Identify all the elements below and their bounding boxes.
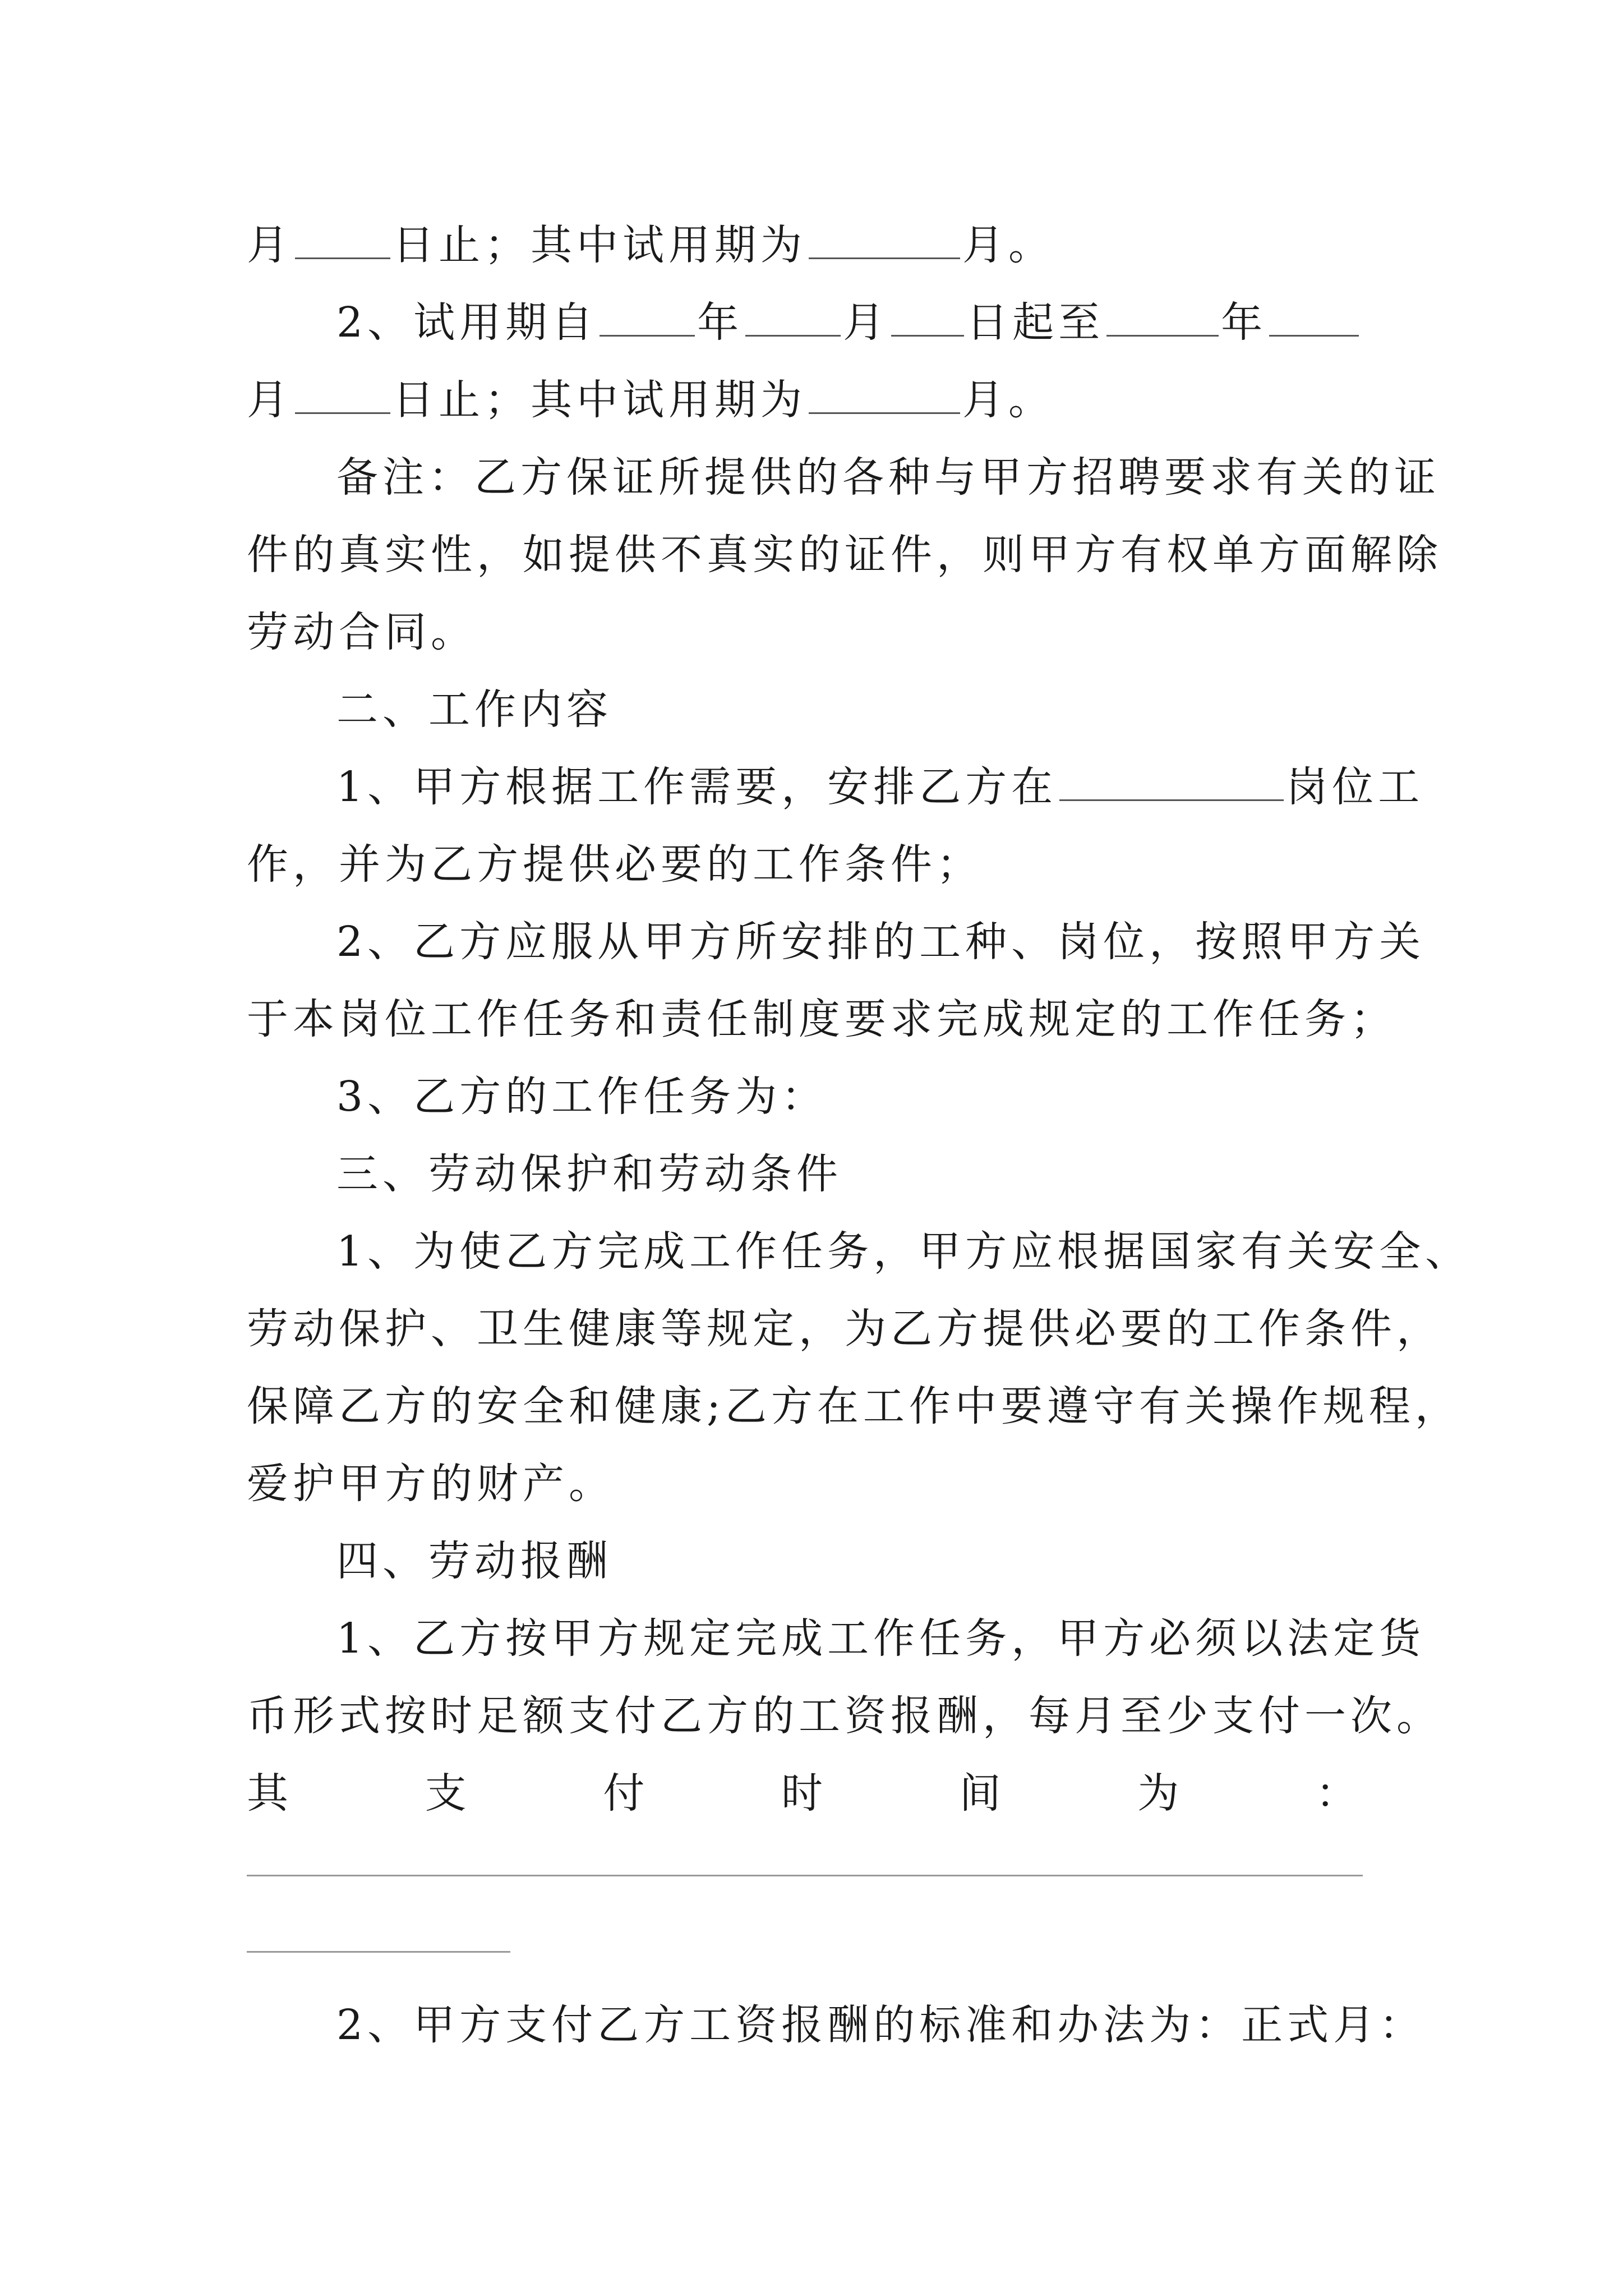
remuneration-item-2: 2、甲方支付乙方工资报酬的标准和办法为：正式月： — [336, 2001, 1426, 2049]
spread-char: 时 — [781, 1769, 823, 1818]
spread-char: 付 — [603, 1769, 645, 1818]
text-segment: 年 — [1221, 298, 1267, 347]
text-segment: 月。 — [962, 221, 1054, 269]
blank-rule-short — [247, 1951, 510, 1953]
trial-end-line-2 — [247, 364, 1391, 436]
spread-char: 支 — [425, 1769, 467, 1818]
blank-field — [600, 293, 695, 337]
spread-char: 为 — [1137, 1769, 1179, 1818]
remark-line-1: 备注：乙方保证所提供的各种与甲方招聘要求有关的证 — [336, 453, 1440, 501]
section-heading-remuneration: 四、劳动报酬 — [336, 1537, 612, 1585]
text-segment: 日起至 — [966, 298, 1105, 347]
remark-line-3: 劳动合同。 — [247, 608, 477, 656]
labor-protection-item-1-cont-2: 保障乙方的安全和健康;乙方在工作中要遵守有关操作规程， — [247, 1382, 1461, 1430]
labor-protection-item-1-cont-1: 劳动保护、卫生健康等规定，为乙方提供必要的工作条件， — [247, 1305, 1442, 1353]
blank-field — [809, 216, 960, 259]
blank-field — [809, 371, 960, 414]
spread-char: ： — [1315, 1769, 1357, 1818]
text-segment: 岗位工 — [1286, 763, 1424, 811]
spread-char: 间 — [959, 1769, 1001, 1818]
text-segment: 2、试用期自 — [336, 298, 598, 347]
remark-line-2: 件的真实性，如提供不真实的证件，则甲方有权单方面解除 — [247, 531, 1442, 579]
section-heading-work-content: 二、工作内容 — [336, 685, 612, 734]
blank-field — [1106, 293, 1219, 337]
remuneration-item-1-cont: 币形式按时足额支付乙方的工资报酬，每月至少支付一次。 — [247, 1692, 1442, 1740]
work-content-item-3: 3、乙方的工作任务为： — [336, 1073, 828, 1121]
blank-field — [745, 293, 841, 337]
text-segment: 月 — [843, 298, 889, 347]
work-content-item-2: 2、乙方应服从甲方所安排的工种、岗位，按照甲方关 — [336, 918, 1426, 966]
blank-field — [1059, 758, 1284, 801]
work-content-item-2-cont: 于本岗位工作任务和责任制度要求完成规定的工作任务； — [247, 995, 1396, 1043]
labor-protection-item-1: 1、为使乙方完成工作任务，甲方应根据国家有关安全、 — [336, 1227, 1472, 1276]
labor-protection-item-1-cont-3: 爱护甲方的财产。 — [247, 1460, 615, 1508]
blank-field — [295, 371, 390, 414]
work-content-item-1 — [336, 751, 1424, 823]
text-segment: 年 — [697, 298, 744, 347]
work-content-item-1-cont: 作，并为乙方提供必要的工作条件； — [247, 840, 983, 889]
remuneration-item-1: 1、乙方按甲方规定完成工作任务，甲方必须以法定货 — [336, 1614, 1426, 1663]
blank-field — [295, 216, 390, 259]
trial-period-line — [336, 286, 1391, 359]
blank-field — [1269, 293, 1359, 337]
section-heading-labor-protection: 三、劳动保护和劳动条件 — [336, 1150, 842, 1198]
text-segment: 月。 — [962, 376, 1054, 424]
text-segment: 月 — [247, 376, 293, 424]
text-segment: 1、甲方根据工作需要，安排乙方在 — [336, 763, 1058, 811]
text-segment: 月 — [247, 221, 293, 269]
blank-rule-long — [247, 1875, 1363, 1876]
trial-end-line-1 — [247, 209, 1391, 282]
text-segment: 日止；其中试用期为 — [393, 376, 806, 424]
payment-time-line — [247, 1757, 1357, 1830]
text-segment: 日止；其中试用期为 — [393, 221, 806, 269]
spread-char: 其 — [247, 1769, 288, 1818]
blank-field — [891, 293, 964, 337]
